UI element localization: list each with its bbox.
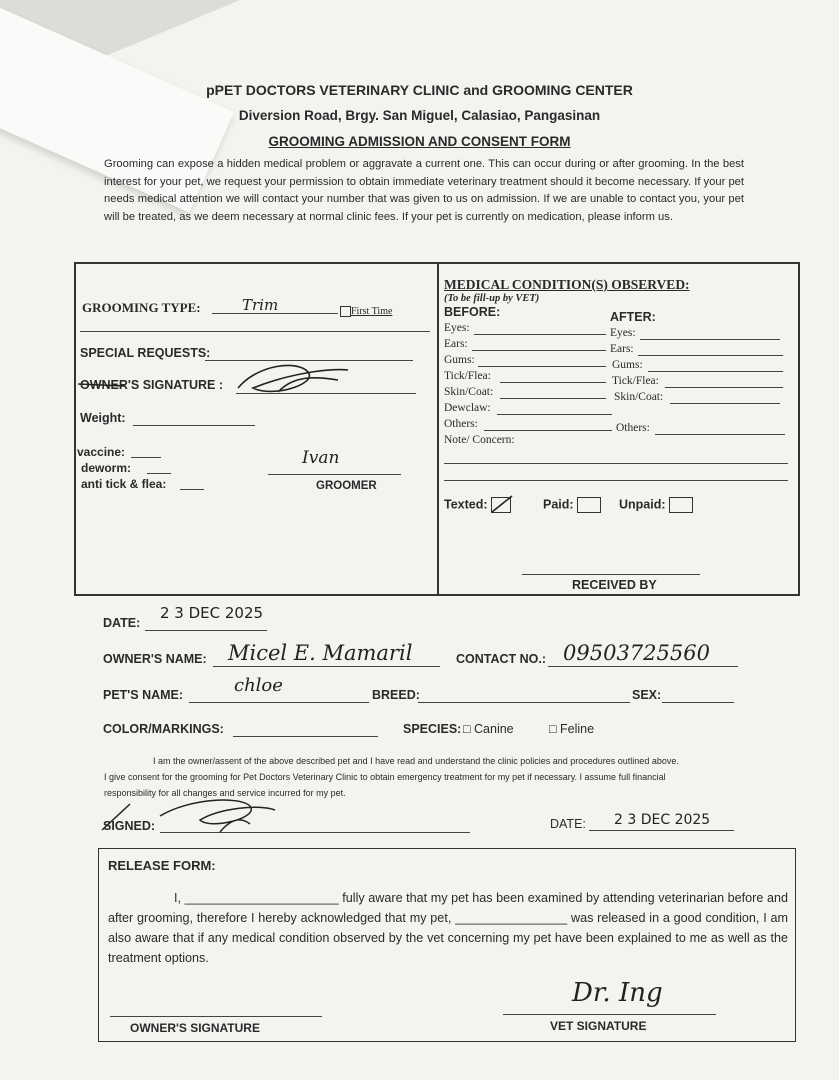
special-requests-label: SPECIAL REQUESTS: [80, 346, 211, 360]
owner-signature-label: OWNER'S SIGNATURE : [80, 378, 224, 392]
received-by-label: RECEIVED BY [572, 578, 657, 592]
groomer-line [268, 474, 401, 475]
owner-sig-label: OWNER'S SIGNATURE [130, 1021, 260, 1035]
after-label: AFTER: [610, 310, 656, 324]
vaccine-line [131, 457, 161, 458]
after-gums-line [648, 371, 783, 372]
before-eyes-line [474, 334, 606, 335]
after-others: Others: [616, 422, 650, 434]
before-ears: Ears: [444, 338, 468, 350]
contact-value[interactable]: 09503725560 [563, 641, 710, 665]
unpaid-checkbox[interactable] [619, 497, 693, 513]
release-paragraph: I, ______________________ fully aware that my pet has been examined by attending veterinarian before and after grooming, therefore I hereby acknowledged that my pet, ________________ was released in a good condition, I am also aware that if any medical condition observed by the vet concerning my pet have been explained to me as well as the treatment options. [108, 891, 788, 965]
before-others-line [484, 430, 612, 431]
before-skin: Skin/Coat: [444, 386, 494, 398]
grooming-extra-line [80, 331, 430, 332]
before-gums-line [478, 366, 606, 367]
date-line [145, 630, 267, 631]
vet-sig-label: VET SIGNATURE [550, 1019, 647, 1033]
consent-date-label: DATE: [550, 817, 586, 831]
signed-label: SIGNED: [103, 819, 156, 833]
canine-option[interactable]: □ Canine [463, 722, 514, 736]
box-divider [437, 264, 439, 594]
vaccine-label: vaccine: [77, 445, 126, 459]
paid-checkbox[interactable] [543, 497, 601, 513]
sex-line [662, 702, 734, 703]
owner-name-value[interactable]: Micel E. Mamaril [228, 641, 413, 665]
medical-note: (To be fill-up by VET) [444, 293, 540, 304]
intro-paragraph: Grooming can expose a hidden medical problem or aggravate a current one. This can occur during or after grooming. In the best interest for your pet, we request your permission to obtain immediate veterinary treatment should it become necessary. If your pet needs medical attention we will contact your number that was given to us on admission. If we are unable to contact you, your pet will be treated, as we deem necessary at normal clinic fees. If your pet is currently on medication, please inform us. [104, 158, 744, 223]
contact-line [548, 666, 738, 667]
date-value[interactable]: 2 3 DEC 2025 [160, 604, 264, 622]
groomer-name[interactable]: Ivan [302, 448, 340, 468]
color-label: COLOR/MARKINGS: [103, 722, 224, 736]
anti-tick-line [180, 489, 204, 490]
after-skin: Skin/Coat: [614, 391, 664, 403]
date-label: DATE: [103, 616, 141, 630]
grooming-type-label: GROOMING TYPE: [82, 300, 201, 315]
clinic-name: pPET DOCTORS VETERINARY CLINIC and GROOMING CENTER [206, 82, 633, 98]
form-title: GROOMING ADMISSION AND CONSENT FORM [268, 134, 571, 149]
feline-option[interactable]: □ Feline [549, 722, 595, 736]
owner-name-label: OWNER'S NAME: [103, 652, 207, 666]
received-by-line [522, 574, 700, 575]
texted-box[interactable] [491, 497, 511, 513]
grooming-type-value[interactable]: Trim [242, 296, 279, 314]
after-skin-line [670, 403, 780, 404]
after-eyes-line [640, 339, 780, 340]
after-gums: Gums: [612, 359, 643, 371]
texted-label: Texted: [444, 497, 488, 512]
after-tick-line [665, 387, 783, 388]
after-tick: Tick/Flea: [612, 375, 659, 387]
contact-label: CONTACT NO.: [456, 652, 547, 666]
paid-box[interactable] [577, 497, 601, 513]
consent-line-1: I am the owner/assent of the above described pet and I have read and understand the clinic policies and procedures outlined above. [153, 756, 679, 766]
before-tick-line [500, 382, 606, 383]
color-line [233, 736, 378, 737]
after-others-line [655, 434, 785, 435]
unpaid-label: Unpaid: [619, 497, 666, 512]
texted-check-mark [490, 494, 514, 516]
note-concern-label: Note/ Concern: [444, 434, 515, 446]
vet-signature: Dr. Ing [572, 978, 663, 1008]
first-time-checkbox[interactable] [340, 306, 392, 317]
before-tick: Tick/Flea: [444, 370, 491, 382]
medical-title: MEDICAL CONDITION(S) OBSERVED: [444, 277, 690, 292]
note-line-2 [444, 480, 788, 481]
weight-label: Weight: [80, 411, 126, 425]
weight-line [133, 425, 255, 426]
after-ears-line [638, 355, 783, 356]
texted-checkbox[interactable] [444, 497, 511, 513]
before-gums: Gums: [444, 354, 475, 366]
groomer-label: GROOMER [316, 480, 377, 492]
deworm-line [147, 473, 171, 474]
breed-label: BREED: [372, 688, 420, 702]
pet-name-label: PET'S NAME: [103, 688, 184, 702]
owner-signature-scribble [78, 358, 358, 402]
species-label: SPECIES: [403, 722, 462, 736]
before-skin-line [500, 398, 606, 399]
sex-label: SEX: [632, 688, 662, 702]
before-others: Others: [444, 418, 478, 430]
breed-line [418, 702, 630, 703]
before-label: BEFORE: [444, 305, 501, 319]
before-eyes: Eyes: [444, 322, 470, 334]
first-time-label: First Time [351, 306, 393, 317]
consent-line-2: I give consent for the grooming for Pet Doctors Veterinary Clinic to obtain emergency treatment for my pet if necessary. I assume full financial [104, 772, 666, 782]
consent-signature-scribble [100, 794, 300, 838]
consent-date-line [589, 830, 734, 831]
deworm-label: deworm: [81, 461, 132, 475]
before-ears-line [472, 350, 606, 351]
anti-tick-label: anti tick & flea: [81, 477, 167, 491]
vet-sig-line [503, 1014, 716, 1015]
consent-date-value[interactable]: 2 3 DEC 2025 [614, 812, 711, 828]
after-ears: Ears: [610, 343, 634, 355]
after-eyes: Eyes: [610, 327, 636, 339]
release-title: RELEASE FORM: [108, 858, 216, 873]
pet-name-value[interactable]: chloe [234, 675, 283, 696]
paid-label: Paid: [543, 497, 574, 512]
owner-name-line [213, 666, 440, 667]
unpaid-box[interactable] [669, 497, 693, 513]
clinic-address: Diversion Road, Brgy. San Miguel, Calasiao, Pangasinan [238, 108, 601, 123]
consent-line-3: responsibility for all changes and service incurred for my pet. [104, 788, 346, 798]
note-line-1 [444, 463, 788, 464]
before-dewclaw: Dewclaw: [444, 402, 491, 414]
owner-sig-line [110, 1016, 322, 1017]
before-dewclaw-line [497, 414, 612, 415]
pet-name-line [189, 702, 369, 703]
